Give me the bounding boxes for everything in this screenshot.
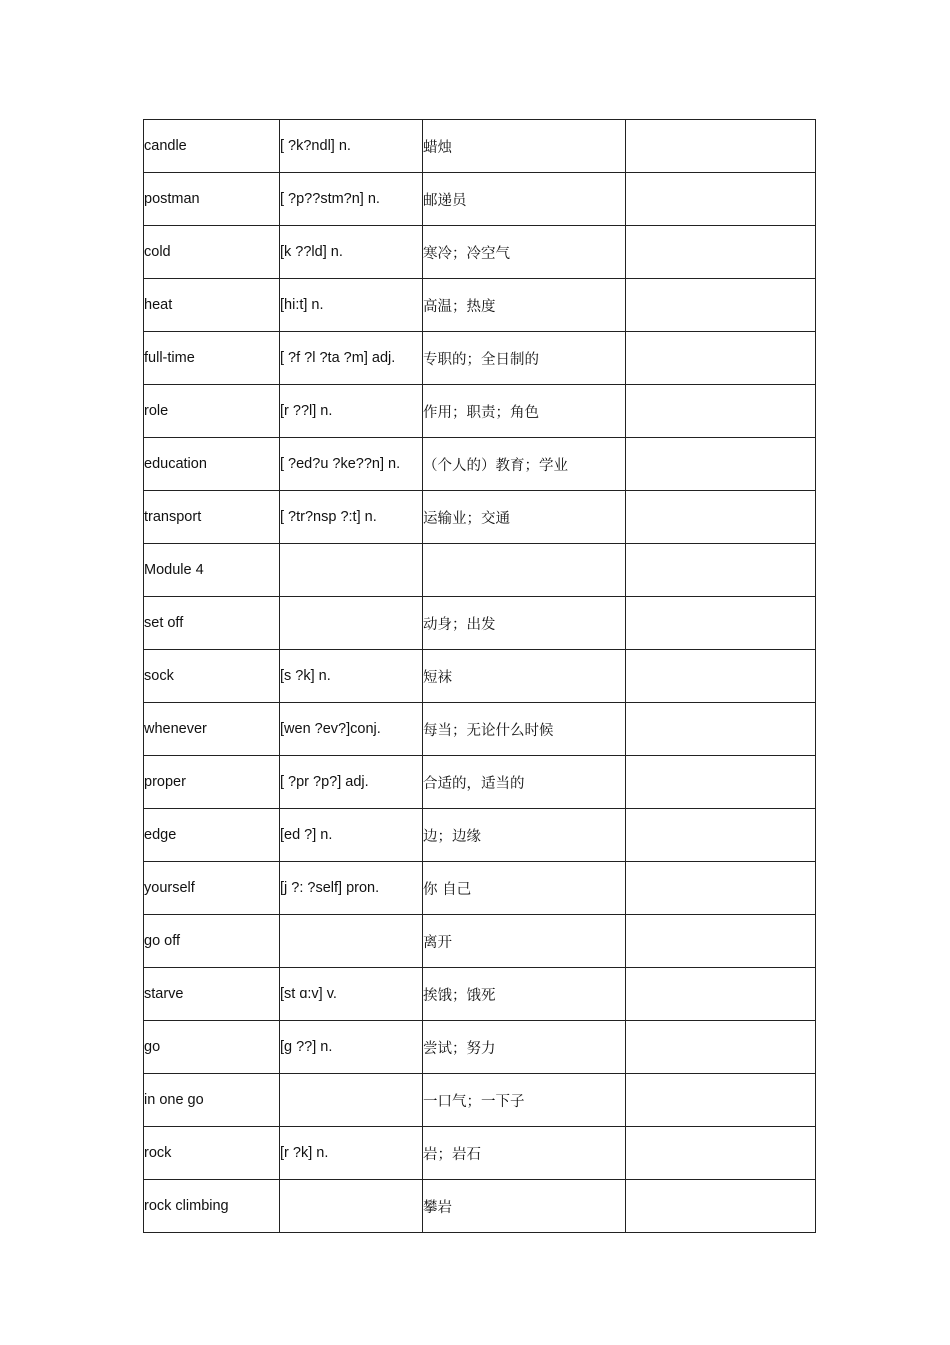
notes-cell: [626, 915, 816, 968]
meaning-cell: 短袜: [423, 650, 626, 703]
meaning-cell: 专职的；全日制的: [423, 332, 626, 385]
meaning-cell: 你 自己: [423, 862, 626, 915]
vocab-row: [144, 968, 816, 1021]
phonetic-cell: [ ?pr ?p?] adj.: [280, 756, 423, 809]
phonetic-cell: [g ??] n.: [280, 1021, 423, 1074]
vocab-row: [144, 862, 816, 915]
notes-cell: [626, 597, 816, 650]
module-header-row: [144, 544, 816, 597]
word-cell: edge: [144, 809, 280, 862]
phonetic-cell: [ ?ed?u ?ke??n] n.: [280, 438, 423, 491]
empty-cell: [423, 544, 626, 597]
word-cell: rock climbing: [144, 1180, 280, 1233]
vocabulary-table-body: [144, 120, 816, 1233]
notes-cell: [626, 1127, 816, 1180]
vocab-row: [144, 1180, 816, 1233]
word-cell: heat: [144, 279, 280, 332]
word-cell: postman: [144, 173, 280, 226]
vocab-row: [144, 1074, 816, 1127]
meaning-cell: 作用；职责；角色: [423, 385, 626, 438]
meaning-cell: 攀岩: [423, 1180, 626, 1233]
meaning-cell: 合适的，适当的: [423, 756, 626, 809]
vocab-row: [144, 1127, 816, 1180]
notes-cell: [626, 491, 816, 544]
phonetic-cell: [wen ?ev?]conj.: [280, 703, 423, 756]
module-title: Module 4: [144, 544, 280, 597]
phonetic-cell: [r ??l] n.: [280, 385, 423, 438]
vocab-row: [144, 1021, 816, 1074]
word-cell: set off: [144, 597, 280, 650]
phonetic-cell: [r ?k] n.: [280, 1127, 423, 1180]
meaning-cell: 挨饿；饿死: [423, 968, 626, 1021]
empty-cell: [280, 544, 423, 597]
word-cell: sock: [144, 650, 280, 703]
notes-cell: [626, 968, 816, 1021]
phonetic-cell: [280, 1180, 423, 1233]
word-cell: transport: [144, 491, 280, 544]
notes-cell: [626, 1180, 816, 1233]
notes-cell: [626, 385, 816, 438]
meaning-cell: 邮递员: [423, 173, 626, 226]
word-cell: whenever: [144, 703, 280, 756]
word-cell: go: [144, 1021, 280, 1074]
meaning-cell: 动身；出发: [423, 597, 626, 650]
word-cell: proper: [144, 756, 280, 809]
meaning-cell: 高温；热度: [423, 279, 626, 332]
word-cell: in one go: [144, 1074, 280, 1127]
meaning-cell: 离开: [423, 915, 626, 968]
meaning-cell: 一口气；一下子: [423, 1074, 626, 1127]
meaning-cell: 尝试；努力: [423, 1021, 626, 1074]
word-cell: starve: [144, 968, 280, 1021]
word-cell: yourself: [144, 862, 280, 915]
vocab-row: [144, 491, 816, 544]
phonetic-cell: [hi:t] n.: [280, 279, 423, 332]
vocab-row: [144, 279, 816, 332]
phonetic-cell: [st ɑ:v] v.: [280, 968, 423, 1021]
word-cell: cold: [144, 226, 280, 279]
vocab-row: [144, 703, 816, 756]
phonetic-cell: [j ?: ?self] pron.: [280, 862, 423, 915]
word-cell: rock: [144, 1127, 280, 1180]
notes-cell: [626, 438, 816, 491]
word-cell: full-time: [144, 332, 280, 385]
vocab-row: [144, 756, 816, 809]
notes-cell: [626, 120, 816, 173]
notes-cell: [626, 173, 816, 226]
meaning-cell: 蜡烛: [423, 120, 626, 173]
notes-cell: [626, 703, 816, 756]
word-cell: role: [144, 385, 280, 438]
word-cell: candle: [144, 120, 280, 173]
meaning-cell: 岩；岩石: [423, 1127, 626, 1180]
word-cell: education: [144, 438, 280, 491]
phonetic-cell: [ ?tr?nsp ?:t] n.: [280, 491, 423, 544]
vocab-row: [144, 915, 816, 968]
phonetic-cell: [ed ?] n.: [280, 809, 423, 862]
meaning-cell: （个人的）教育；学业: [423, 438, 626, 491]
phonetic-cell: [280, 915, 423, 968]
notes-cell: [626, 1021, 816, 1074]
phonetic-cell: [s ?k] n.: [280, 650, 423, 703]
phonetic-cell: [280, 597, 423, 650]
vocab-row: [144, 173, 816, 226]
vocab-row: [144, 332, 816, 385]
vocab-row: [144, 438, 816, 491]
notes-cell: [626, 756, 816, 809]
notes-cell: [626, 332, 816, 385]
phonetic-cell: [280, 1074, 423, 1127]
vocabulary-table: [143, 119, 816, 1233]
word-cell: go off: [144, 915, 280, 968]
vocab-row: [144, 650, 816, 703]
meaning-cell: 寒冷；冷空气: [423, 226, 626, 279]
notes-cell: [626, 544, 816, 597]
notes-cell: [626, 862, 816, 915]
phonetic-cell: [k ??ld] n.: [280, 226, 423, 279]
vocab-row: [144, 597, 816, 650]
meaning-cell: 每当；无论什么时候: [423, 703, 626, 756]
notes-cell: [626, 1074, 816, 1127]
vocab-row: [144, 809, 816, 862]
vocab-row: [144, 385, 816, 438]
vocab-row: [144, 226, 816, 279]
phonetic-cell: [ ?k?ndl] n.: [280, 120, 423, 173]
phonetic-cell: [ ?f ?l ?ta ?m] adj.: [280, 332, 423, 385]
notes-cell: [626, 809, 816, 862]
phonetic-cell: [ ?p??stm?n] n.: [280, 173, 423, 226]
vocab-row: [144, 120, 816, 173]
meaning-cell: 边；边缘: [423, 809, 626, 862]
notes-cell: [626, 650, 816, 703]
notes-cell: [626, 226, 816, 279]
notes-cell: [626, 279, 816, 332]
meaning-cell: 运输业；交通: [423, 491, 626, 544]
